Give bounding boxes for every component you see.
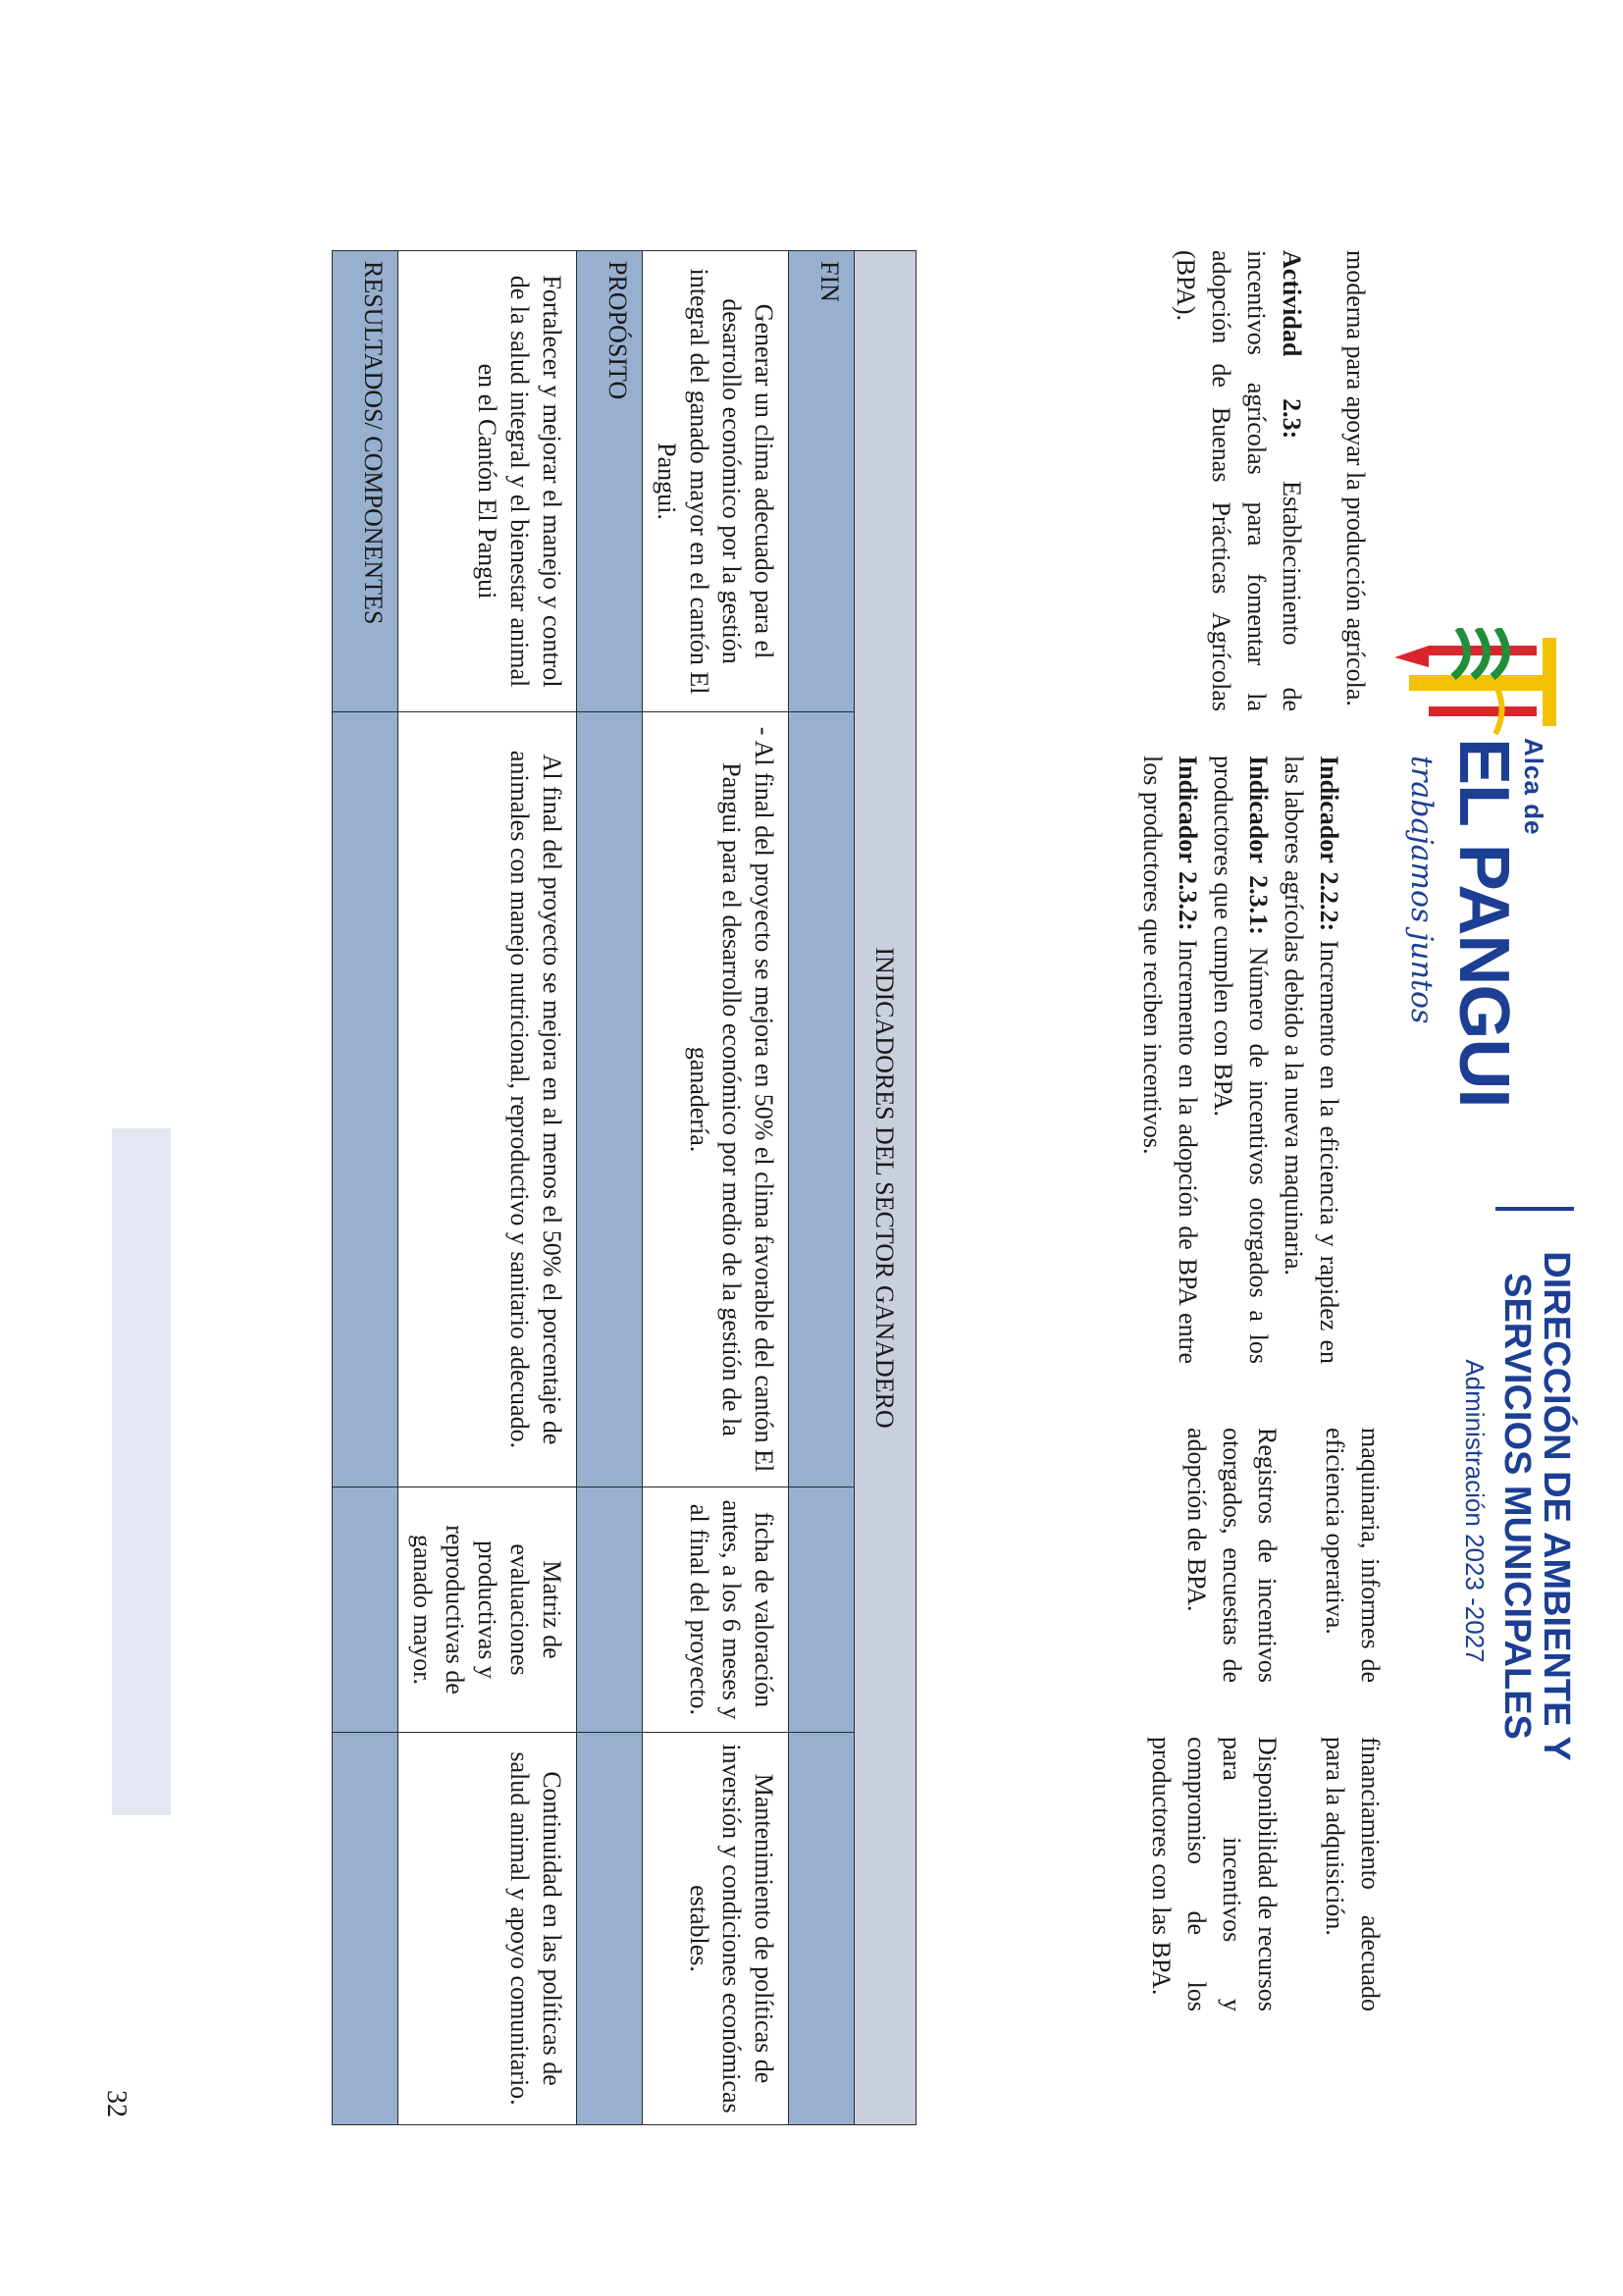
logo-alcaldia-text: Alca de	[1519, 738, 1548, 836]
indicator-2-2-2-text: Incremento en la eficiencia y rapidez en las labores agrícolas debido a la nueva maquinaria.	[1280, 756, 1343, 1364]
section-fin-cell	[789, 1487, 855, 1733]
indicator-2-2-2-label: Indicador 2.2.2:	[1315, 756, 1343, 932]
livestock-indicators-table	[332, 250, 916, 2125]
department-title-line1: DIRECCIÓN DE AMBIENTE Y	[1536, 1251, 1577, 1761]
proposito-assumption: Continuidad en las políticas de salud animal y apoyo comunitario.	[398, 1733, 577, 2125]
department-title	[1497, 1231, 1576, 1781]
section-proposito: PROPÓSITO	[577, 251, 643, 712]
section-resultados-cell	[333, 1487, 398, 1733]
section-proposito-cell	[577, 712, 643, 1487]
activity-2-3-label: Actividad 2.3:	[1278, 250, 1306, 440]
header-divider	[1495, 1207, 1574, 1211]
fin-verification: ficha de valoración antes, a los 6 meses y al final del proyecto.	[643, 1487, 789, 1733]
indicator-2-3-1-label: Indicador 2.3.1:	[1244, 756, 1273, 935]
section-proposito-cell	[577, 1487, 643, 1733]
assumption-2-3: Disponibilidad de recursos para incentivos y compromiso de los productores con las BPA.	[1147, 1737, 1282, 2011]
section-proposito-cell	[577, 1733, 643, 2125]
section-fin: FIN	[789, 251, 855, 712]
logo-el-pangui-text: EL PANGUI	[1444, 738, 1523, 1108]
assumption-2-2: financiamiento adecuado para la adquisición.	[1321, 1737, 1385, 2011]
indicator-2-2-2	[1276, 756, 1346, 1364]
fin-indicator: - Al final del proyecto se mejora en 50% el clima favorable del cantón El Pangui para el desarrollo económico por medio de la gestión de la ganadería.	[643, 712, 789, 1487]
continuation-text: moderna para apoyar la producción agrícola.	[1341, 250, 1370, 706]
indicator-2-3-1-text: Número de incentivos otorgados a los productores que cumplen con BPA.	[1209, 756, 1273, 1365]
proposito-indicator: Al final del proyecto se mejora en al menos el 50% el porcentaje de animales con manejo nutricional, reproductivo y sanitario adecuado.	[398, 712, 577, 1487]
page-number: 32	[101, 2090, 131, 2117]
proposito-objective: Fortalecer y mejorar el manejo y control de la salud integral y el bienestar animal en el Cantón El Pangui	[398, 251, 577, 712]
section-fin-cell	[789, 712, 855, 1487]
indicator-2-3-2	[1134, 756, 1205, 1364]
section-resultados-cell	[333, 1733, 398, 2125]
department-title-line2: SERVICIOS MUNICIPALES	[1496, 1273, 1538, 1740]
section-fin-cell	[789, 1733, 855, 2125]
activity-2-3-text: Establecimiento de incentivos agrícolas para fomentar la adopción de Buenas Prácticas Agrícolas (BPA).	[1172, 250, 1306, 712]
fin-objective: Generar un clima adecuado para el desarrollo económico por la gestión integral del ganado mayor en el cantón El Pangui.	[643, 251, 789, 712]
fin-assumption: Mantenimiento de políticas de inversión y condiciones económicas estables.	[643, 1733, 789, 2125]
section-resultados-cell	[333, 712, 398, 1487]
torch-emblem-icon	[1380, 628, 1576, 736]
indicator-2-3-2-label: Indicador 2.3.2:	[1174, 756, 1202, 931]
watermark-icon	[102, 1128, 181, 1815]
proposito-verification: Matriz de evaluaciones productivas y reproductivas de ganado mayor.	[398, 1487, 577, 1733]
table-title: INDICADORES DEL SECTOR GANADERO	[855, 251, 916, 2125]
section-resultados: RESULTADOS/ COMPONENTES	[333, 251, 398, 712]
activity-2-3	[1168, 250, 1309, 711]
verification-means-2-2: maquinaria, informes de eficiencia operativa.	[1321, 1428, 1385, 1683]
municipality-logo	[1380, 628, 1576, 1236]
indicator-2-3-2-text: Incremento en la adopción de BPA entre los productores que reciben incentivos.	[1138, 756, 1202, 1364]
administration-period: Administración 2023 -2027	[1460, 1359, 1490, 1663]
verification-means-2-3: Registros de incentivos otorgados, encuestas de adopción de BPA.	[1182, 1428, 1282, 1683]
indicator-2-3-1	[1205, 756, 1276, 1364]
logo-slogan: trabajamos juntos	[1404, 756, 1439, 1024]
